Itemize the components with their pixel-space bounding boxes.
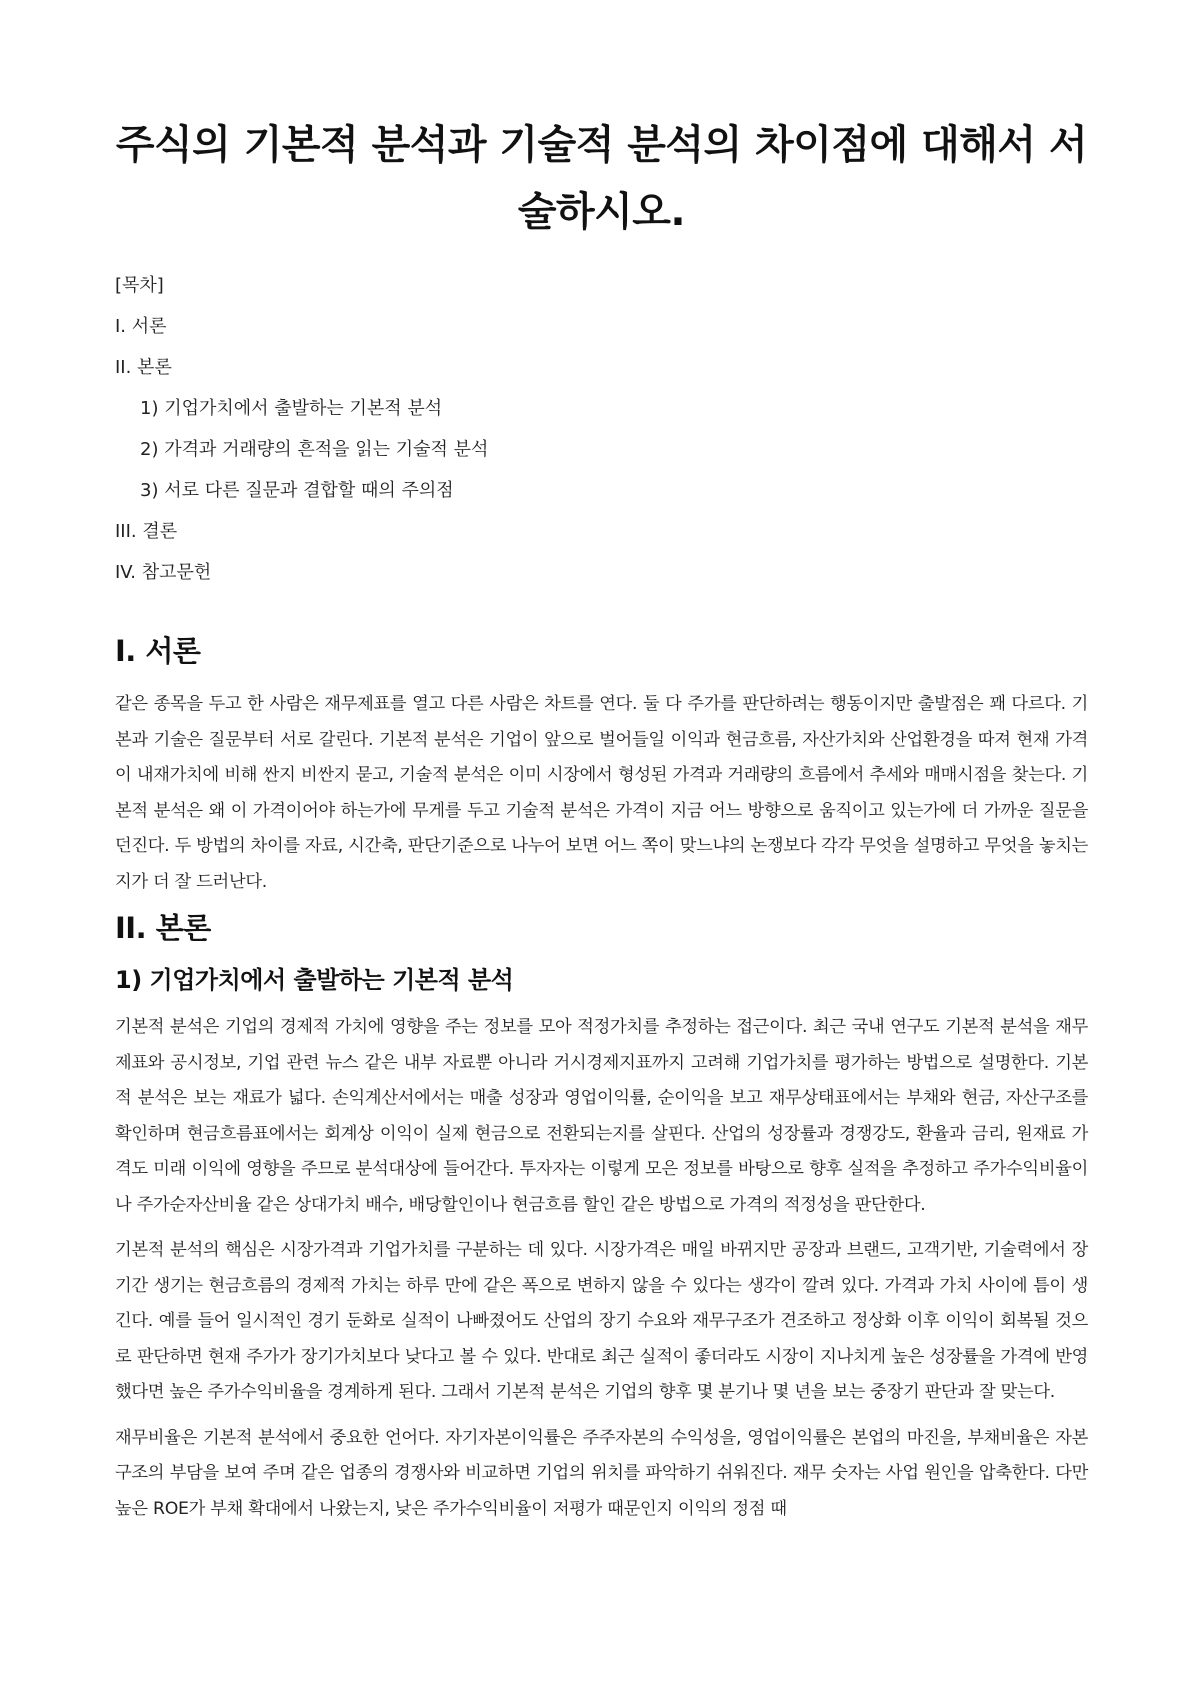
body-paragraph: 기본적 분석의 핵심은 시장가격과 기업가치를 구분하는 데 있다. 시장가격은 매일 바뀌지만 공장과 브랜드, 고객기반, 기술력에서 장기간 생기는 현금흐름의 경제적 가치는 하루 만에 같은 폭으로 변하지 않을 수 있다는 생각이 깔려 있다. 가격과 가치 사이에 틈이 생긴다. 예를 들어 일시적인 경기 둔화로 실적이 나빠졌어도 산업의 장기 수요와 재무구조가 견조하고 정상화 이후 이익이 회복될 것으로 판단하면 현재 주가가 장기가치보다 낮다고 볼 수 있다. 반대로 최근 실적이 좋더라도 시장이 지나치게 높은 성장률을 가격에 반영했다면 높은 주가수익비율을 경계하게 된다. 그래서 기본적 분석은 기업의 향후 몇 분기나 몇 년을 보는 중장기 판단과 잘 맞는다. (115, 1240, 1088, 1402)
table-of-contents (115, 276, 1088, 604)
subsection-fundamental-analysis (115, 964, 1088, 1527)
toc-heading: [목차] (115, 275, 164, 296)
toc-item-references: IV. 참고문헌 (115, 562, 212, 583)
body-paragraph: 재무비율은 기본적 분석에서 중요한 언어다. 자기자본이익률은 주주자본의 수익성을, 영업이익률은 본업의 마진을, 부채비율은 자본구조의 부담을 보여 주며 같은 업종의 경쟁사와 비교하면 기업의 위치를 파악하기 쉬워진다. 재무 숫자는 사업 원인을 압축한다. 다만 높은 ROE가 부채 확대에서 나왔는지, 낮은 주가수익비율이 저평가 때문인지 이익의 정점 때 (115, 1427, 1088, 1519)
toc-item-conclusion: III. 결론 (115, 521, 178, 542)
section-heading-intro: I. 서론 (115, 634, 201, 668)
toc-item-body-2: 2) 가격과 거래량의 흔적을 읽는 기술적 분석 (140, 439, 489, 460)
subsection-heading-fundamental: 1) 기업가치에서 출발하는 기본적 분석 (115, 966, 514, 994)
section-heading-body: II. 본론 (115, 911, 211, 945)
toc-item-intro: I. 서론 (115, 316, 167, 337)
toc-item-body-3: 3) 서로 다른 질문과 결합할 때의 주의점 (140, 480, 454, 501)
document-title: 주식의 기본적 분석과 기술적 분석의 차이점에 대해서 서술하시오. (115, 122, 1088, 235)
intro-paragraph: 같은 종목을 두고 한 사람은 재무제표를 열고 다른 사람은 차트를 연다. 둘 다 주가를 판단하려는 행동이지만 출발점은 꽤 다르다. 기본과 기술은 질문부터 서로 갈린다. 기본적 분석은 기업이 앞으로 벌어들일 이익과 현금흐름, 자산가치와 산업환경을 따져 현재 가격이 내재가치에 비해 싼지 비싼지 묻고, 기술적 분석은 이미 시장에서 형성된 가격과 거래량의 흐름에서 추세와 매매시점을 찾는다. 기본적 분석은 왜 이 가격이어야 하는가에 무게를 두고 기술적 분석은 가격이 지금 어느 방향으로 움직이고 있는가에 더 가까운 질문을 던진다. 두 방법의 차이를 자료, 시간축, 판단기준으로 나누어 보면 어느 쪽이 맞느냐의 논쟁보다 각각 무엇을 설명하고 무엇을 놓치는지가 더 잘 드러난다. (115, 694, 1088, 892)
section-intro (115, 633, 1088, 900)
section-body (115, 910, 1088, 1527)
body-paragraph: 기본적 분석은 기업의 경제적 가치에 영향을 주는 정보를 모아 적정가치를 추정하는 접근이다. 최근 국내 연구도 기본적 분석을 재무제표와 공시정보, 기업 관련 뉴스 같은 내부 자료뿐 아니라 거시경제지표까지 고려해 기업가치를 평가하는 방법으로 설명한다. 기본적 분석은 보는 재료가 넓다. 손익계산서에서는 매출 성장과 영업이익률, 순이익을 보고 재무상태표에서는 부채와 현금, 자산구조를 확인하며 현금흐름표에서는 회계상 이익이 실제 현금으로 전환되는지를 살핀다. 산업의 성장률과 경쟁강도, 환율과 금리, 원재료 가격도 미래 이익에 영향을 주므로 분석대상에 들어간다. 투자자는 이렇게 모은 정보를 바탕으로 향후 실적을 추정하고 주가수익비율이나 주가순자산비율 같은 상대가치 배수, 배당할인이나 현금흐름 할인 같은 방법으로 가격의 적정성을 판단한다. (115, 1017, 1088, 1215)
toc-item-body-1: 1) 기업가치에서 출발하는 기본적 분석 (140, 398, 443, 419)
toc-item-body: II. 본론 (115, 357, 172, 378)
